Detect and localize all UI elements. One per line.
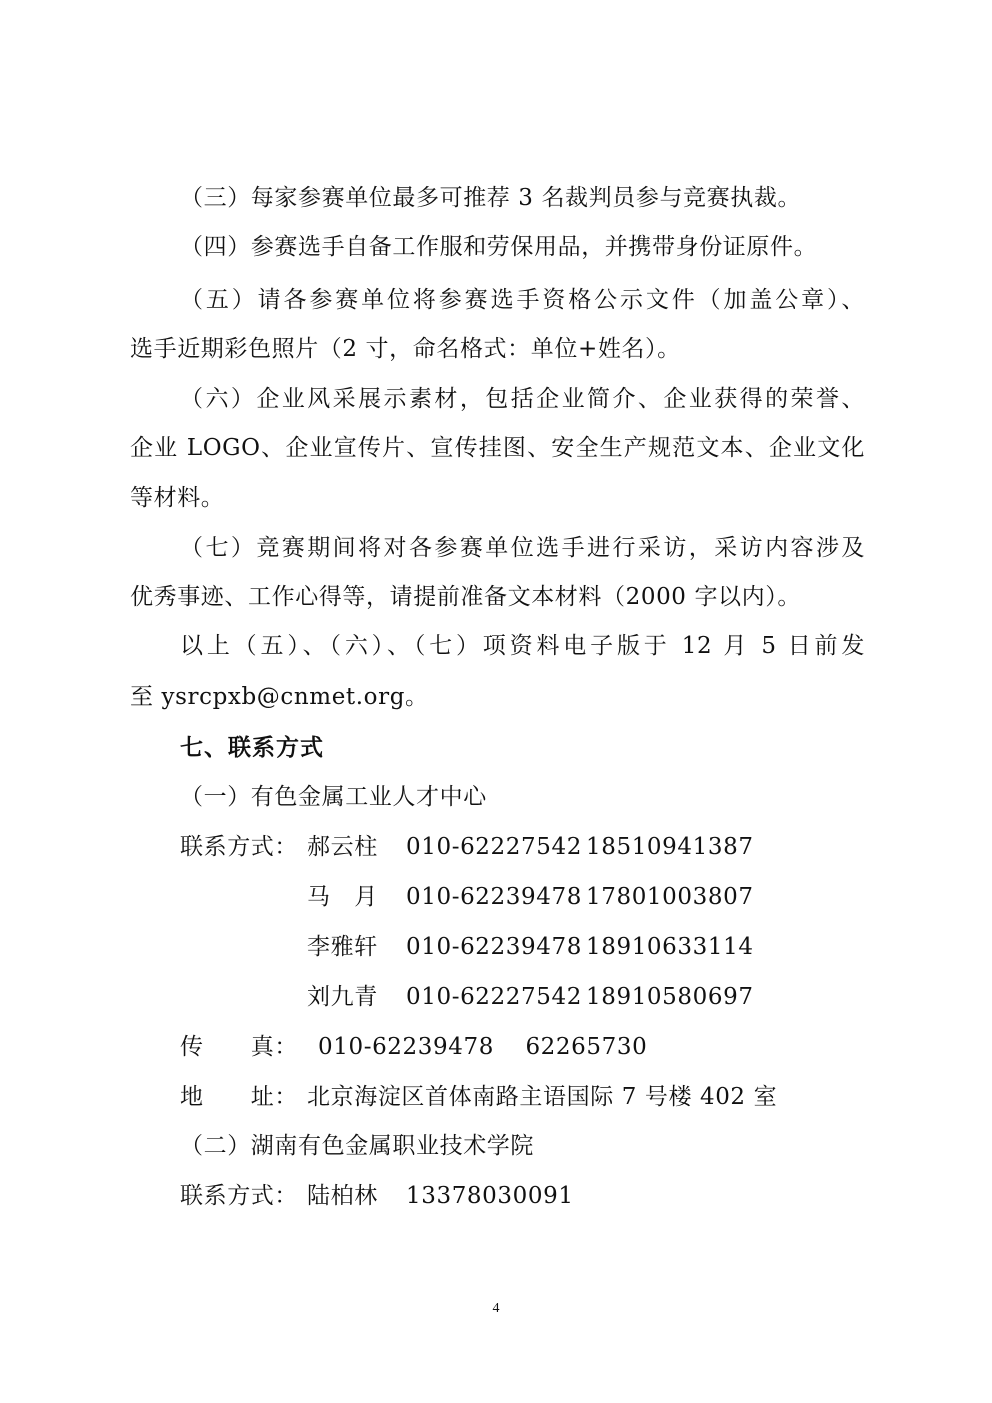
contact-mobile: 13378030091 xyxy=(406,1183,574,1209)
contact-name: 刘九青 xyxy=(307,984,378,1010)
contact-phone: 010-62239478 xyxy=(406,884,582,910)
org-2-contact-label: 联系方式： xyxy=(180,1183,298,1209)
contact-name: 马 月 xyxy=(307,884,378,910)
contact-heading: 七、联系方式 xyxy=(180,735,324,761)
submit-line-1: 以上（五）、（六）、（七）项资料电子版于 12 月 5 日前发 xyxy=(180,633,865,659)
page-number: 4 xyxy=(492,1301,500,1316)
contact-mobile: 18510941387 xyxy=(586,834,754,860)
fax-numbers: 010-62239478 62265730 xyxy=(318,1034,648,1060)
contact-name: 陆柏林 xyxy=(307,1183,378,1209)
item-6-line-2: 企业 LOGO、企业宣传片、宣传挂图、安全生产规范文本、企业文化 xyxy=(130,435,865,461)
contact-phone: 010-62227542 xyxy=(406,834,582,860)
item-5-line-2: 选手近期彩色照片（2 寸，命名格式：单位+姓名）。 xyxy=(130,336,681,362)
item-6-line-1: （六）企业风采展示素材，包括企业简介、企业获得的荣誉、 xyxy=(180,386,865,412)
contact-mobile: 18910633114 xyxy=(586,934,754,960)
item-7-line-1: （七）竞赛期间将对各参赛单位选手进行采访，采访内容涉及 xyxy=(180,535,865,561)
contact-mobile: 18910580697 xyxy=(586,984,754,1010)
contact-name: 郝云柱 xyxy=(307,834,378,860)
address-text: 北京海淀区首体南路主语国际 7 号楼 402 室 xyxy=(307,1084,778,1110)
contact-phone: 010-62227542 xyxy=(406,984,582,1010)
contact-mobile: 17801003807 xyxy=(586,884,754,910)
address-label: 地 址： xyxy=(180,1084,298,1110)
item-4-text: （四）参赛选手自备工作服和劳保用品，并携带身份证原件。 xyxy=(180,234,818,260)
item-5-line-1: （五）请各参赛单位将参赛选手资格公示文件（加盖公章）、 xyxy=(180,287,865,313)
submit-line-2: 至 ysrcpxb@cnmet.org。 xyxy=(130,684,429,710)
org-1-contact-label: 联系方式： xyxy=(180,834,298,860)
org-2-title: （二）湖南有色金属职业技术学院 xyxy=(180,1133,534,1159)
item-6-line-3: 等材料。 xyxy=(130,485,225,511)
item-7-line-2: 优秀事迹、工作心得等，请提前准备文本材料（2000 字以内）。 xyxy=(130,584,801,610)
fax-label: 传 真： xyxy=(180,1034,298,1060)
org-1-title: （一）有色金属工业人才中心 xyxy=(180,784,487,810)
item-3-text: （三）每家参赛单位最多可推荐 3 名裁判员参与竞赛执裁。 xyxy=(180,185,802,211)
contact-phone: 010-62239478 xyxy=(406,934,582,960)
contact-name: 李雅轩 xyxy=(307,934,378,960)
